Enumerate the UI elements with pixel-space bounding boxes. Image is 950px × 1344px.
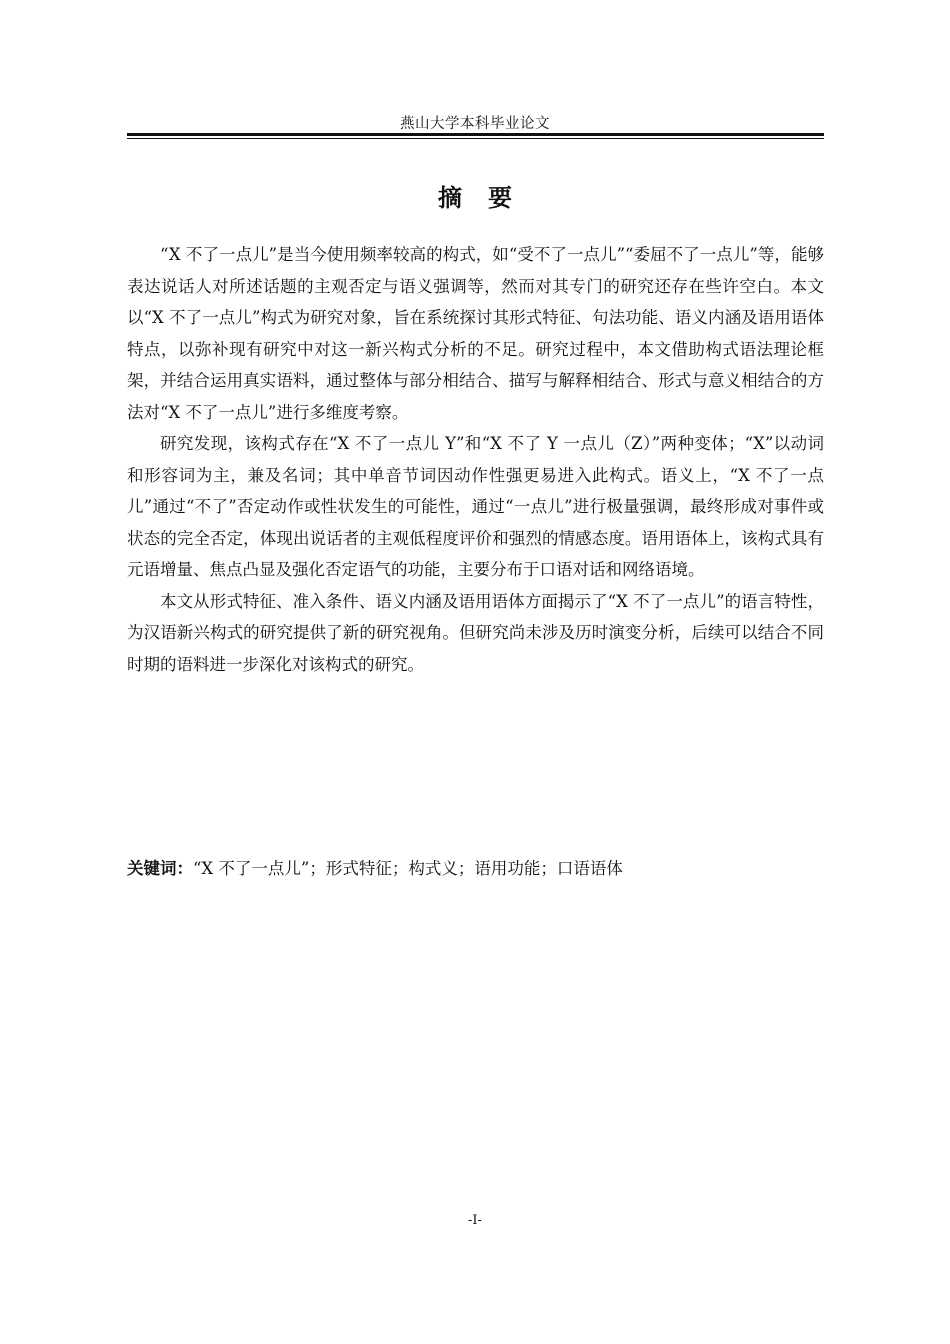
keywords-line [127, 853, 824, 885]
abstract-paragraph-3: 本文从形式特征、准入条件、语义内涵及语用语体方面揭示了“X 不了一点儿”的语言特性，为汉语新兴构式的研究提供了新的研究视角。但研究尚未涉及历时演变分析，后续可以结合不同时期的语料进一步深化对该构式的研究。 [127, 591, 824, 674]
keywords-text: “X 不了一点儿”；形式特征；构式义；语用功能；口语语体 [193, 859, 623, 878]
abstract-paragraph-1: “X 不了一点儿”是当今使用频率较高的构式，如“受不了一点儿”“委屈不了一点儿”等，能够表达说话人对所述话题的主观否定与语义强调等，然而对其专门的研究还存在些许空白。本文以“X 不了一点儿”构式为研究对象，旨在系统探讨其形式特征、句法功能、语义内涵及语用语体特点，以弥补现有研究中对这一新兴构式分析的不足。研究过程中，本文借助构式语法理论框架，并结合运用真实语料，通过整体与部分相结合、描写与解释相结合、形式与意义相结合的方法对“X 不了一点儿”进行多维度考察。 [127, 245, 824, 422]
header-title: 燕山大学本科毕业论文 [400, 116, 550, 132]
abstract-paragraph-2: 研究发现，该构式存在“X 不了一点儿 Y”和“X 不了 Y 一点儿（Z）”两种变体；“X”以动词和形容词为主，兼及名词；其中单音节词因动作性强更易进入此构式。语义上，“X 不了一点儿”通过“不了”否定动作或性状发生的可能性，通过“一点儿”进行极量强调，最终形成对事件或状态的完全否定，体现出说话者的主观低程度评价和强烈的情感态度。语用语体上，该构式具有元语增量、焦点凸显及强化否定语气的功能，主要分布于口语对话和网络语境。 [127, 434, 824, 579]
header-rule-thick [127, 133, 824, 136]
keywords-label: 关键词： [127, 859, 193, 878]
abstract-title: 摘要 [438, 184, 538, 212]
abstract-body [127, 239, 824, 680]
header-rule-thin [127, 138, 824, 139]
page-number: -I- [468, 1213, 482, 1228]
